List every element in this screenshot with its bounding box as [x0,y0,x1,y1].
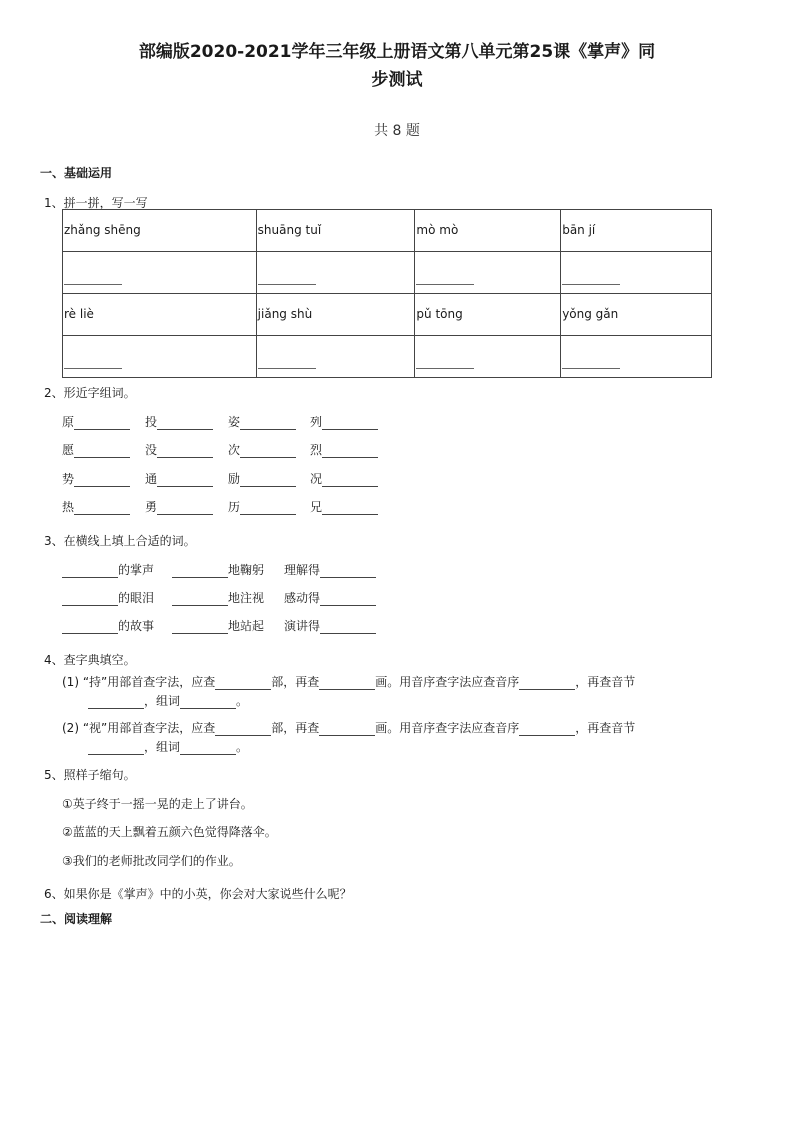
answer-blank[interactable] [320,593,376,606]
fill-word-item [62,617,154,634]
sentence-item: ③我们的老师批改同学们的作业。 [62,854,241,868]
question-6-label: 6、如果你是《掌声》中的小英，你会对大家说些什么呢？ [44,887,352,901]
answer-blank[interactable] [320,621,376,634]
answer-blank[interactable] [322,474,378,487]
pinyin-cell: jiǎng shù [256,294,415,336]
word-blank-item [310,441,378,458]
answer-row [63,336,712,378]
answer-blank[interactable] [519,723,575,736]
answer-blank[interactable] [322,502,378,515]
character: 热 [62,500,75,514]
pinyin-row [63,210,712,252]
word-blank-item [310,470,378,487]
answer-blank[interactable] [320,565,376,578]
pinyin-cell: mò mò [415,210,561,252]
sentence-item: ②蓝蓝的天上飘着五颜六色觉得降落伞。 [62,825,277,839]
fill-word-item [62,589,154,606]
answer-cell[interactable] [561,336,712,378]
fill-word-item [172,589,264,606]
answer-blank[interactable] [240,502,296,515]
answer-cell[interactable] [63,252,257,294]
fill-word-item [284,617,376,634]
word-blank-item [228,441,296,458]
word-suffix: 地站起 [228,619,265,633]
fill-word-item [62,561,154,578]
answer-blank[interactable] [519,677,575,690]
answer-cell[interactable] [561,252,712,294]
question-5-label: 5、照样子缩句。 [44,768,136,782]
answer-blank[interactable] [74,445,130,458]
answer-blank[interactable] [180,742,236,755]
answer-blank[interactable] [157,474,213,487]
word-blank-item [62,413,130,430]
answer-blank[interactable] [322,445,378,458]
answer-blank[interactable] [62,621,118,634]
answer-blank[interactable] [74,474,130,487]
answer-cell[interactable] [256,336,415,378]
line-text: 画。用音序查字法应查音序 [375,721,520,735]
fill-word-item [284,589,376,606]
answer-blank[interactable] [74,417,130,430]
character: 兄 [310,500,323,514]
question-3-label: 3、在横线上填上合适的词。 [44,534,196,548]
word-blank-item [62,441,130,458]
dictionary-line [88,692,248,709]
title-line-1: 部编版2020-2021学年三年级上册语文第八单元第25课《掌声》同 [138,42,656,62]
answer-row [63,252,712,294]
line-text: 部，再查 [271,675,320,689]
question-4-label: 4、查字典填空。 [44,653,136,667]
word-blank-item [228,470,296,487]
line-text: 。 [236,694,249,708]
answer-blank[interactable] [88,742,144,755]
answer-blank[interactable] [319,723,375,736]
character: 况 [310,472,323,486]
answer-blank[interactable] [258,367,316,369]
word-blank-item [228,413,296,430]
answer-blank[interactable] [240,474,296,487]
line-text: 画。用音序查字法应查音序 [375,675,520,689]
section-heading-reading: 二、阅读理解 [40,912,113,926]
word-suffix: 的掌声 [118,563,155,577]
question-count: 共 8 题 [374,123,420,139]
fill-word-item [284,561,376,578]
answer-blank[interactable] [62,593,118,606]
character: 次 [228,443,241,457]
section-heading-basic: 一、基础运用 [40,166,113,180]
line-text: ，再查音节 [575,721,636,735]
question-1-label: 1、拼一拼，写一写 [44,196,148,210]
answer-blank[interactable] [322,417,378,430]
word-blank-item [145,413,213,430]
answer-cell[interactable] [415,336,561,378]
word-blank-item [310,498,378,515]
word-blank-item [145,441,213,458]
answer-cell[interactable] [415,252,561,294]
pinyin-cell: yǒng gǎn [561,294,712,336]
answer-blank[interactable] [258,283,316,285]
answer-blank[interactable] [64,283,122,285]
answer-cell[interactable] [256,252,415,294]
character: 励 [228,472,241,486]
word-suffix: 的眼泪 [118,591,155,605]
answer-blank[interactable] [319,677,375,690]
line-text: ，组词 [144,740,181,754]
pinyin-row [63,294,712,336]
title-line-2: 步测试 [371,70,423,90]
answer-blank[interactable] [74,502,130,515]
answer-blank[interactable] [157,417,213,430]
line-text: (2) “视”用部首查字法，应查 [62,721,216,735]
line-text: 。 [236,740,249,754]
answer-blank[interactable] [172,593,228,606]
character: 投 [145,415,158,429]
character: 通 [145,472,158,486]
character: 烈 [310,443,323,457]
line-text: ，组词 [144,694,181,708]
page-title [60,38,734,94]
answer-blank[interactable] [157,502,213,515]
word-prefix: 理解得 [284,563,321,577]
answer-blank[interactable] [240,445,296,458]
word-blank-item [62,470,130,487]
word-prefix: 感动得 [284,591,321,605]
line-text: ，再查音节 [575,675,636,689]
pinyin-cell: pǔ tōng [415,294,561,336]
pinyin-cell: shuāng tuǐ [256,210,415,252]
answer-blank[interactable] [215,723,271,736]
dictionary-line [62,719,635,736]
character: 勇 [145,500,158,514]
word-blank-item [145,470,213,487]
character: 愿 [62,443,75,457]
answer-blank[interactable] [88,696,144,709]
answer-blank[interactable] [157,445,213,458]
word-suffix: 的故事 [118,619,155,633]
character: 姿 [228,415,241,429]
answer-blank[interactable] [62,565,118,578]
character: 没 [145,443,158,457]
pinyin-cell: bān jí [561,210,712,252]
word-prefix: 演讲得 [284,619,321,633]
line-text: (1) “持”用部首查字法，应查 [62,675,216,689]
answer-blank[interactable] [172,621,228,634]
character: 势 [62,472,75,486]
sentence-item: ①英子终于一摇一晃的走上了讲台。 [62,797,253,811]
word-blank-item [310,413,378,430]
answer-blank[interactable] [64,367,122,369]
answer-blank[interactable] [416,367,474,369]
dictionary-line [88,738,248,755]
answer-blank[interactable] [180,696,236,709]
character: 历 [228,500,241,514]
word-blank-item [145,498,213,515]
word-suffix: 地注视 [228,591,265,605]
answer-blank[interactable] [215,677,271,690]
word-blank-item [228,498,296,515]
word-suffix: 地鞠躬 [228,563,265,577]
answer-blank[interactable] [416,283,474,285]
character: 原 [62,415,75,429]
answer-blank[interactable] [172,565,228,578]
pinyin-table [62,209,712,378]
answer-blank[interactable] [240,417,296,430]
question-2-label: 2、形近字组词。 [44,386,136,400]
dictionary-line [62,673,635,690]
word-blank-item [62,498,130,515]
pinyin-cell: rè liè [63,294,257,336]
line-text: 部，再查 [271,721,320,735]
answer-blank[interactable] [562,283,620,285]
pinyin-cell: zhǎng shēng [63,210,257,252]
character: 列 [310,415,323,429]
answer-blank[interactable] [562,367,620,369]
fill-word-item [172,561,264,578]
fill-word-item [172,617,264,634]
answer-cell[interactable] [63,336,257,378]
